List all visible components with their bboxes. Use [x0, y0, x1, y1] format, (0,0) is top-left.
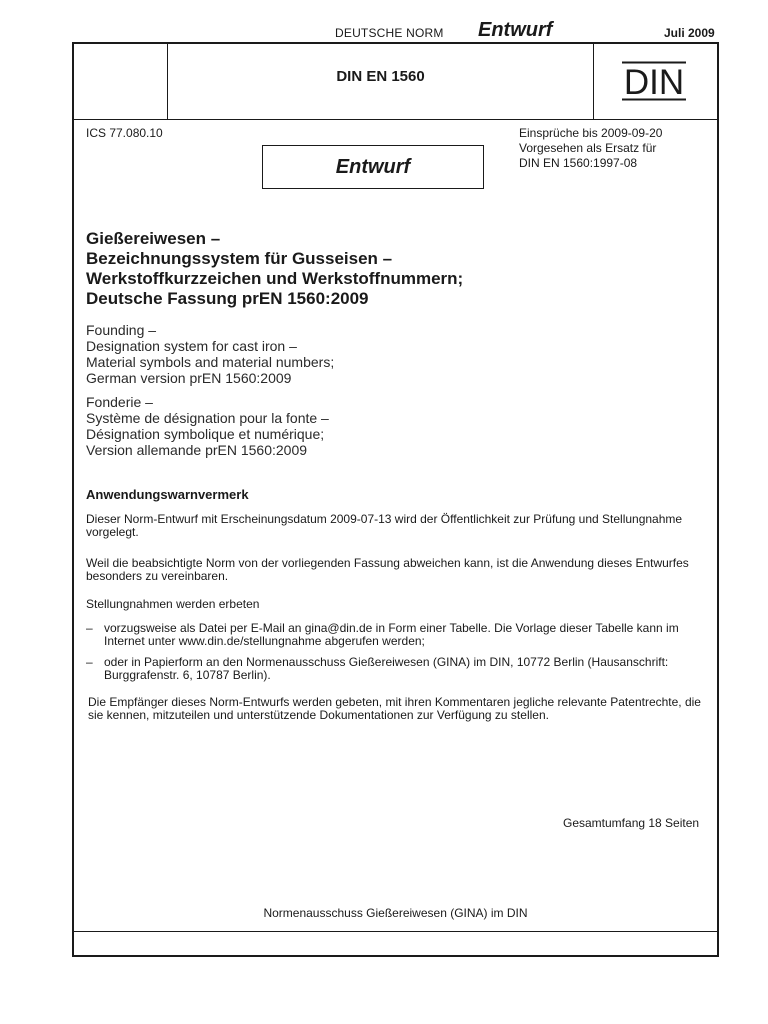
bullet-item	[86, 622, 714, 648]
din-logo	[622, 61, 686, 101]
title-line: Founding –	[86, 322, 157, 338]
total-pages: Gesamtumfang 18 Seiten	[563, 816, 700, 830]
title-english	[86, 322, 334, 386]
title-line: Gießereiwesen –	[86, 229, 221, 248]
header-norm-label: DEUTSCHE NORM	[335, 26, 444, 40]
title-german	[86, 229, 463, 309]
bullet-text: vorzugsweise als Datei per E-Mail an gina@din.de in Form einer Tabelle. Die Vorlage dieser Tabelle kann im Internet unter www.din.de/stellungnahme abgerufen werden;	[104, 621, 679, 648]
ics-code: ICS 77.080.10	[86, 126, 163, 140]
title-line: Fonderie –	[86, 394, 153, 410]
bullet-dash: –	[86, 621, 93, 635]
draft-box: Entwurf	[262, 145, 484, 189]
document-number: DIN EN 1560	[336, 68, 425, 85]
title-french	[86, 394, 329, 458]
header-entwurf: Entwurf	[478, 19, 553, 41]
title-line: Designation system for cast iron –	[86, 338, 297, 354]
footer-committee: Normenausschuss Gießereiwesen (GINA) im DIN	[263, 906, 528, 920]
title-line: Material symbols and material numbers;	[86, 354, 335, 370]
objection-deadline: Einsprüche bis 2009-09-20	[519, 126, 663, 140]
warning-paragraph: Weil die beabsichtigte Norm von der vorliegenden Fassung abweichen kann, ist die Anwendung dieses Entwurfes besonders zu vereinbaren.	[86, 556, 689, 583]
bullet-dash: –	[86, 655, 93, 669]
title-line: Werkstoffkurzzeichen und Werkstoffnummern;	[86, 269, 464, 288]
title-line: Désignation symbolique et numérique;	[86, 426, 325, 442]
title-line: Bezeichnungssystem für Gusseisen –	[86, 249, 393, 268]
title-line: Deutsche Fassung prEN 1560:2009	[86, 289, 369, 308]
replaced-standard: DIN EN 1560:1997-08	[519, 156, 638, 170]
header-date: Juli 2009	[664, 26, 715, 40]
title-line: German version prEN 1560:2009	[86, 370, 292, 386]
warning-paragraph: Stellungnahmen werden erbeten	[86, 597, 260, 611]
bullet-item	[86, 656, 714, 682]
replacement-info	[519, 126, 662, 171]
title-line: Version allemande prEN 1560:2009	[86, 442, 308, 458]
din-logo-text: DIN	[623, 63, 685, 101]
bullet-text: oder in Papierform an den Normenausschuss Gießereiwesen (GINA) im DIN, 10772 Berlin (Hausanschrift: Burggrafenstr. 6, 10787 Berlin).	[104, 655, 669, 682]
warning-heading: Anwendungswarnvermerk	[86, 487, 249, 502]
replacement-label: Vorgesehen als Ersatz für	[519, 141, 657, 155]
footer-divider	[72, 931, 719, 932]
divider	[593, 42, 594, 120]
title-line: Système de désignation pour la fonte –	[86, 410, 329, 426]
warning-paragraph: Dieser Norm-Entwurf mit Erscheinungsdatum 2009-07-13 wird der Öffentlichkeit zur Prüfung und Stellungnahme vorgelegt.	[86, 512, 683, 539]
patent-notice: Die Empfänger dieses Norm-Entwurfs werden gebeten, mit ihren Kommentaren jegliche relevante Patentrechte, die sie kennen, mitzuteilen und unterstützende Dokumentationen zur Verfügung zu stellen.	[88, 695, 701, 722]
